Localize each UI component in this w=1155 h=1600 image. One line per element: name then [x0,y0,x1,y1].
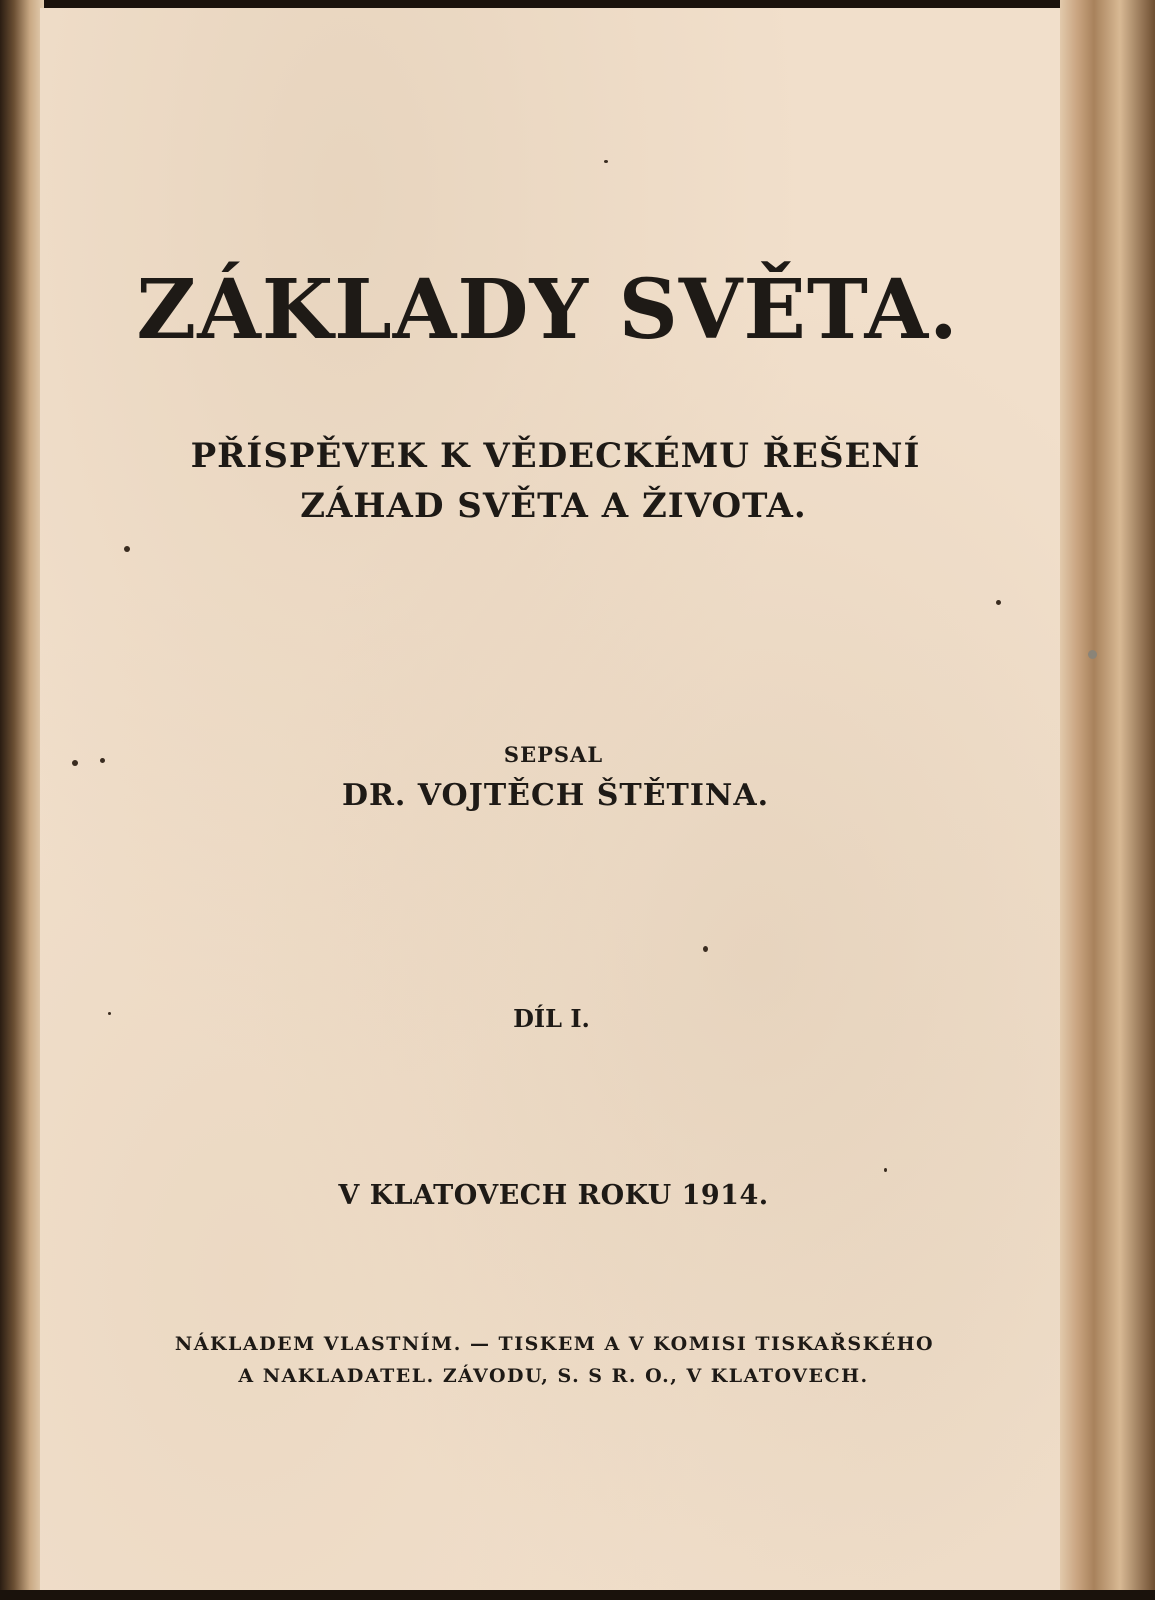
ink-speck [124,546,130,552]
ink-speck [703,946,708,952]
page-edge-bottom [0,1590,1155,1600]
author-name: DR. VOJTĚCH ŠTĚTINA. [341,778,770,813]
subtitle-line-1: PŘÍSPĚVEK K VĚDECKÉMU ŘEŠENÍ [190,436,921,476]
place-and-year: V KLATOVECH ROKU 1914. [338,1180,769,1211]
imprint-line-2: A NAKLADATEL. ZÁVODU, S. S R. O., V KLATOVECH. [238,1365,869,1387]
ink-speck [1088,650,1097,659]
subtitle-line-2: ZÁHAD SVĚTA A ŽIVOTA. [300,486,807,526]
book-title: ZÁKLADY SVĚTA. [136,262,959,358]
byline-label: SEPSAL [503,742,604,767]
ink-speck [604,160,608,163]
imprint-line-1: NÁKLADEM VLASTNÍM. — TISKEM A V KOMISI TISKAŘSKÉHO [174,1333,935,1355]
ink-speck [884,1168,887,1172]
ink-speck [996,600,1001,605]
volume-label: DÍL I. [513,1004,590,1033]
